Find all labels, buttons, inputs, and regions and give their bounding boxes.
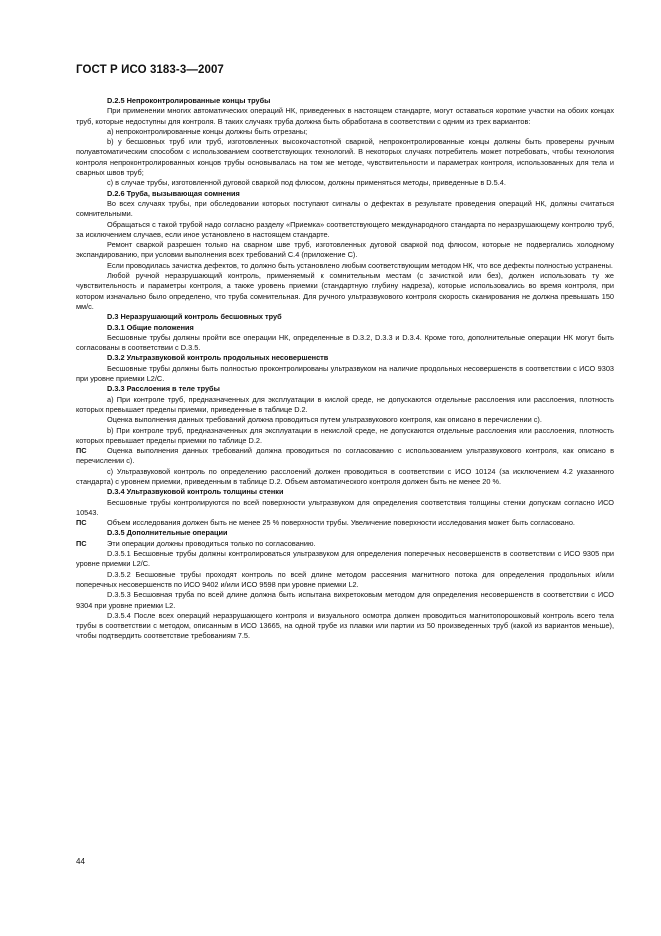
body-paragraph: b) у бесшовных труб или труб, изготовленных высокочастотной сваркой, непроконтролированные концы должны быть проверены ручным полуавтоматическим способом с использованием соответствующих технологий. В некоторых случаях потребитель может потребовать, чтобы технология контроля непроконтролированных концов трубы основывалась на том же методе, чувствительности и параметрах контроля, использованных для тела и сварных швов труб;: [76, 137, 614, 178]
body-paragraph: Обращаться с такой трубой надо согласно разделу «Приемка» соответствующего международного стандарта по неразрушающему контролю труб, за исключением случаев, если иное установлено в настоящем стандарте.: [76, 219, 614, 239]
document-body: [76, 96, 614, 642]
document-header: ГОСТ Р ИСО 3183-3—2007: [76, 64, 224, 76]
ps-paragraph: [76, 446, 614, 467]
ps-text: Эти операции должны проводиться только по согласованию.: [107, 538, 316, 548]
body-paragraph: При применении многих автоматических операций НК, приведенных в настоящем стандарте, могут оставаться короткие участки на обоих концах труб, которые недоступны для контроля. В таких случаях труба должна быть обработана в соответствии с одним из трех вариантов:: [76, 106, 614, 126]
section-heading: D.3.3 Расслоения в теле трубы: [107, 384, 220, 394]
ps-text: Объем исследования должен быть не менее 25 % поверхности трубы. Увеличение поверхности исследования может быть согласовано.: [107, 518, 575, 528]
body-paragraph: D.3.5.4 После всех операций неразрушающего контроля и визуального осмотра должен проводиться магнитопорошковый контроль всего тела трубы в соответствии с методом, описанным в ИСО 13665, на одной трубе из плавки или партии из 50 произведенных труб (какой из вариантов меньше), чтобы подтвердить соответствие требованиям 7.5.: [76, 610, 614, 641]
ps-paragraph: [76, 539, 614, 549]
body-paragraph: Во всех случаях трубы, при обследовании которых поступают сигналы о дефектах в результате проведения операций НК, должны считаться сомнительными.: [76, 198, 614, 219]
page-number: 44: [76, 857, 85, 866]
body-paragraph: Любой ручной неразрушающий контроль, применяемый к сомнительным местам (с зачисткой или без), должен использовать ту же чувствительность и параметры контроля, а также уровень приемки (стандартную глубину надреза), которые использовались во время контроля, при котором изначально было определено, что труба сомнительная. Для ручного ультразвукового контроля скорость сканирования не должна превышать 150 мм/с.: [76, 271, 614, 311]
body-paragraph: b) При контроле труб, предназначенных для эксплуатации в некислой среде, не допускаются отдельные расслоения или расслоения, плотность которых превышает пределы приемки по таблице D.2.: [76, 425, 614, 445]
section-heading: D.3.2 Ультразвуковой контроль продольных несовершенств: [107, 353, 329, 363]
ps-text: Оценка выполнения данных требований должна проводиться по согласованию с использованием ультразвукового контроля, как описано в перечислении с).: [76, 446, 614, 466]
body-paragraph: Оценка выполнения данных требований должна проводиться путем ультразвукового контроля, как описано в перечислении с).: [107, 415, 542, 425]
body-paragraph: с) Ультразвуковой контроль по определению расслоений должен проводиться в соответствии с ИСО 10124 (за исключением 4.2 указанного стандарта) с уровнем приемки, приведенным в таблице D.2. Объем автоматического контроля должен быть не менее 20 %.: [76, 466, 614, 486]
body-paragraph: D.3.5.3 Бесшовная труба по всей длине должна быть испытана вихретоковым методом для определения несовершенств в соответствии с ИСО 9304 при уровне приемки L2.: [76, 590, 614, 610]
ps-paragraph: [76, 518, 614, 528]
body-paragraph: а) непроконтролированные концы должны быть отрезаны;: [107, 126, 308, 136]
ps-label: ПС: [76, 518, 87, 528]
section-heading: D.3 Неразрушающий контроль бесшовных труб: [107, 312, 282, 322]
body-paragraph: D.3.5.2 Бесшовные трубы проходят контроль по всей длине методом рассеяния магнитного потока для определения продольных и/или поперечных несовершенств по ИСО 9402 и/или ИСО 9598 при уровне приемки L2.: [76, 569, 614, 589]
ps-label: ПС: [76, 538, 87, 548]
body-paragraph: Бесшовные трубы контролируются по всей поверхности ультразвуком для определения соответствия толщины стенки допускам согласно ИСО 10543.: [76, 497, 614, 517]
section-heading: D.3.4 Ультразвуковой контроль толщины стенки: [107, 487, 284, 497]
section-heading: D.3.5 Дополнительные операции: [107, 528, 228, 538]
section-heading: D.2.6 Труба, вызывающая сомнения: [107, 188, 240, 198]
body-paragraph: D.3.5.1 Бесшовные трубы должны контролироваться ультразвуком для определения поперечных несовершенств в соответствии с ИСО 9305 при уровне приемки L2/C.: [76, 549, 614, 569]
body-paragraph: с) в случае трубы, изготовленной дуговой сваркой под флюсом, должны применяться методы, приведенные в D.5.4.: [107, 178, 506, 188]
body-paragraph: а) При контроле труб, предназначенных для эксплуатации в кислой среде, не допускаются отдельные расслоения или расслоения, плотность которых превышает пределы приемки, приведенные в таблице D.2.: [76, 394, 614, 414]
body-paragraph: Ремонт сваркой разрешен только на сварном шве труб, изготовленных дуговой сваркой под флюсом, которые не подвергались холодному экспандированию, при условии выполнения всех требований С.4 (приложение С).: [76, 240, 614, 260]
section-heading: D.3.1 Общие положения: [107, 322, 194, 332]
body-paragraph: Если проводилась зачистка дефектов, то должно быть установлено любым соответствующим методом НК, что все дефекты полностью устранены.: [107, 260, 613, 270]
section-heading: D.2.5 Непроконтролированные концы трубы: [107, 96, 271, 105]
body-paragraph: Бесшовные трубы должны пройти все операции НК, определенные в D.3.2, D.3.3 и D.3.4. Кроме того, дополнительные операции НК могут быть согласованы в соответствии с D.3.5.: [76, 332, 614, 353]
ps-label: ПС: [76, 446, 87, 456]
body-paragraph: Бесшовные трубы должны быть полностью проконтролированы ультразвуком на наличие продольных несовершенств в соответствии с ИСО 9303 при уровне приемки L2/C.: [76, 363, 614, 384]
